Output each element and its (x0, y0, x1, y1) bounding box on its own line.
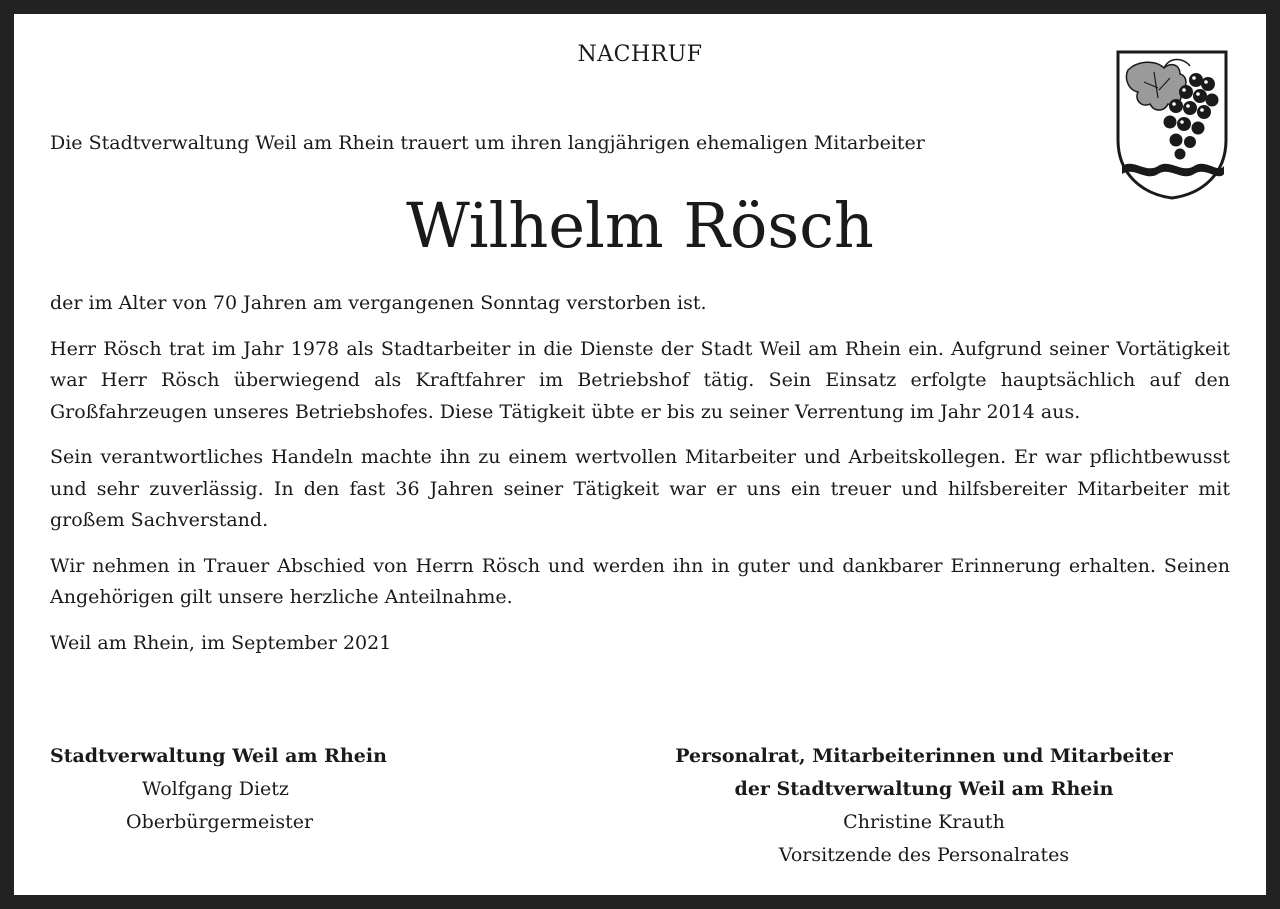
obituary-notice (14, 14, 1266, 895)
paragraph-age: der im Alter von 70 Jahren am vergangenen Sonntag verstorben ist. (50, 292, 707, 314)
deceased-name: Wilhelm Rösch (406, 189, 874, 262)
coat-of-arms-grapes-icon (1114, 48, 1230, 200)
signature-staff-council (614, 740, 1234, 872)
notice-heading: NACHRUF (577, 42, 703, 67)
signature-city-org: Stadtverwaltung Weil am Rhein (50, 745, 387, 767)
signature-council-org-line2: der Stadtverwaltung Weil am Rhein (734, 778, 1114, 800)
signature-city (50, 740, 470, 839)
signature-council-person: Christine Krauth (843, 811, 1005, 833)
paragraph-character: Sein verantwortliches Handeln machte ihn zu einem wertvollen Mitarbeiter und Arbeitskollegen. Er war pflichtbewusst und sehr zuverlässig. In den fast 36 Jahren seiner Tätigkeit war er uns ein treuer und hilfsbereiter Mitarbeiter mit großem Sachverstand. (50, 446, 1230, 531)
intro-line: Die Stadtverwaltung Weil am Rhein trauert um ihren langjährigen ehemaligen Mitarbeiter (50, 132, 925, 154)
paragraph-farewell: Wir nehmen in Trauer Abschied von Herrn Rösch und werden ihn in guter und dankbarer Erinnerung erhalten. Seinen Angehörigen gilt unsere herzliche Anteilnahme. (50, 554, 1230, 608)
notice-body (50, 288, 1230, 673)
signature-council-role: Vorsitzende des Personalrates (778, 844, 1070, 866)
place-date: Weil am Rhein, im September 2021 (50, 631, 392, 654)
signature-city-person: Wolfgang Dietz (142, 778, 289, 800)
paragraph-career: Herr Rösch trat im Jahr 1978 als Stadtarbeiter in die Dienste der Stadt Weil am Rhein ein. Aufgrund seiner Vortätigkeit war Herr Rösch überwiegend als Kraftfahrer im Betriebshof tätig. Sein Einsatz erfolgte hauptsächlich auf den Großfahrzeugen unseres Betriebshofes. Diese Tätigkeit übte er bis zu seiner Verrentung im Jahr 2014 aus. (50, 337, 1230, 423)
signature-council-org-line1: Personalrat, Mitarbeiterinnen und Mitarbeiter (675, 745, 1173, 767)
signature-city-role: Oberbürgermeister (126, 811, 314, 833)
